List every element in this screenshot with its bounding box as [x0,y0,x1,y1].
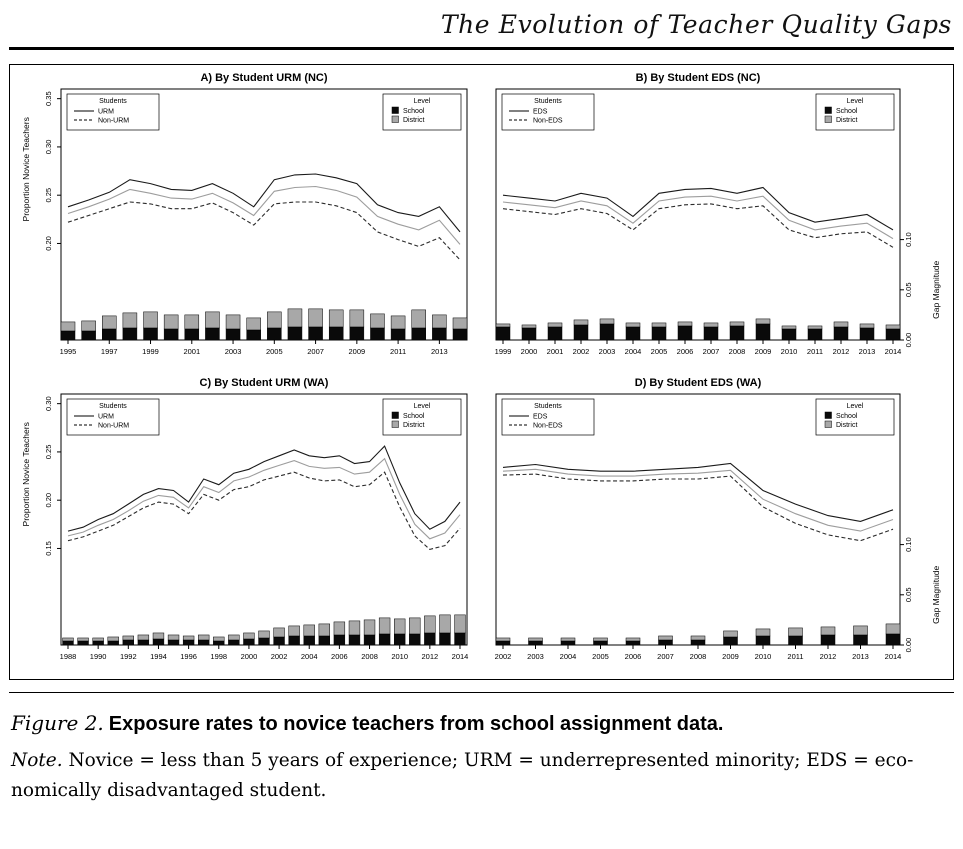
gap-bar-district [288,626,299,636]
x-tick-label: 2014 [884,347,902,356]
figure-box [9,64,954,680]
legend-swatch [392,412,399,419]
gap-bar-district [334,622,345,635]
gap-bar-district [61,322,75,331]
gap-bar-district [81,321,95,331]
x-tick-label: 1992 [119,652,137,661]
x-tick-label: 1999 [141,347,159,356]
gap-bar-district [350,310,364,327]
y-tick-label: 0.25 [43,187,53,203]
figure-title: Exposure rates to novice teachers from school assignment data. [108,713,724,735]
x-tick-label: 2006 [330,652,348,661]
x-tick-label: 2005 [592,652,610,661]
gap-bar-district [678,322,692,326]
gap-bar-school [724,637,738,645]
legend-level-title: Level [413,403,431,410]
x-tick-label: 2010 [754,652,772,661]
gap-bar-district [626,323,640,327]
legend-students-title: Students [534,403,563,410]
gap-bar-school [81,331,95,340]
gap-bar-district [691,636,705,640]
gap-bar-school [439,633,450,645]
legend-students-item: Non-EDS [533,117,563,125]
gap-bar-district [153,633,164,639]
legend-level-title: Level [846,98,864,105]
panel-a [15,69,479,372]
x-tick-label: 1990 [89,652,107,661]
x-tick-label: 2011 [389,347,406,356]
x-tick-label: 2008 [689,652,707,661]
gap-bar-school [288,636,299,645]
legend-swatch [392,107,399,114]
legend-level-title: Level [413,98,431,105]
gap-bar-school [574,325,588,340]
y-axis-label: Proportion Novice Teachers [20,422,31,527]
gap-bar-district [62,638,73,641]
x-tick-label: 2012 [421,652,438,661]
gap-bar-school [77,641,88,645]
x-tick-label: 2013 [852,652,870,661]
legend-students-title: Students [98,98,127,105]
gap-bar-school [92,641,103,645]
x-tick-label: 2005 [265,347,283,356]
gap-bar-school [370,328,384,340]
gap-bar-district [561,638,575,641]
gap-bar-district [886,624,900,634]
x-tick-label: 2011 [807,347,824,356]
panel-d-chart [484,374,948,677]
gap-bar-district [364,620,375,635]
legend-students-title: Students [98,403,127,410]
gap-bar-district [198,635,209,640]
legend-swatch [825,116,832,123]
x-tick-label: 2009 [754,347,772,356]
gap-bar-school [756,324,770,340]
gap-bar-school [226,329,240,340]
x-tick-label: 2001 [183,347,200,356]
gap-bar-school [183,640,194,645]
gap-bar-district [424,616,435,633]
gap-bar-school [205,328,219,340]
x-tick-label: 2004 [559,652,577,661]
figure-caption [11,710,952,737]
x-tick-label: 2008 [360,652,378,661]
gap-bar-school [594,641,608,645]
gap-bar-district [860,324,874,328]
y-tick-label: 0.30 [43,139,53,155]
legend-swatch [825,107,832,114]
gap-bar-district [226,315,240,329]
gap-bar-district [496,324,510,327]
gap-bar-district [808,326,822,329]
right-y-tick-label: 0.10 [904,537,914,552]
gap-bar-school [886,634,900,645]
y-tick-label: 0.20 [43,492,53,508]
x-tick-label: 2002 [494,652,512,661]
x-tick-label: 2014 [884,652,902,661]
gap-bar-district [496,638,510,641]
gap-bar-district [659,636,673,640]
gap-bar-school [258,638,269,645]
legend-level-item: School [836,108,858,115]
gap-bar-district [273,628,284,637]
x-tick-label: 2009 [722,652,740,661]
gap-bar-school [411,328,425,340]
x-tick-label: 1994 [149,652,167,661]
gap-bar-school [108,641,119,645]
gap-bar-district [453,318,467,329]
gap-bar-school [273,637,284,645]
gap-bar-district [704,323,718,327]
gap-bar-district [522,325,536,328]
gap-bar-school [691,640,705,645]
gap-bar-school [168,640,179,645]
gap-bar-district [594,638,608,641]
gap-bar-school [379,634,390,645]
y-tick-label: 0.15 [43,541,53,556]
gap-bar-school [496,641,510,645]
gap-bar-school [860,328,874,340]
legend-students-item: Non-URM [97,117,129,125]
y-tick-label: 0.30 [43,396,53,411]
right-y-tick-label: 0.05 [904,282,914,298]
legend-swatch [392,421,399,428]
gap-bar-district [730,322,744,326]
x-tick-label: 2007 [702,347,720,356]
note-text-line1: Novice = less than 5 years of experience; URM = underrepresented minority; EDS = eco- [62,750,914,771]
gap-bar-school [886,329,900,340]
gap-bar-district [439,615,450,633]
gap-bar-district [183,636,194,640]
gap-bar-district [205,312,219,328]
right-y-axis-label: Gap Magnitude [931,260,942,319]
gap-bar-school [394,634,405,645]
gap-bar-school [61,331,75,340]
gap-bar-district [185,315,199,329]
gap-bar-district [258,631,269,638]
legend-students-item: URM [97,108,114,116]
gap-bar-district [304,625,315,636]
gap-bar-school [123,640,134,645]
gap-bar-school [561,641,575,645]
gap-bar-district [724,631,738,637]
gap-bar-district [454,615,465,633]
y-tick-label: 0.20 [43,236,53,251]
gap-bar-school [789,636,803,645]
x-tick-label: 2007 [306,347,324,356]
gap-bar-school [228,640,239,645]
gap-bar-district [379,618,390,634]
gap-bar-school [102,329,116,340]
legend-students-item: Non-URM [97,422,129,430]
gap-bar-district [529,638,543,641]
gap-bar-district [102,316,116,329]
x-tick-label: 2001 [546,347,564,356]
x-tick-label: 2013 [858,347,876,356]
gap-bar-school [304,636,315,645]
gap-bar-school [756,636,770,645]
x-tick-label: 2012 [819,652,837,661]
gap-bar-district [308,309,322,327]
gap-bar-school [659,640,673,645]
x-tick-label: 2013 [430,347,448,356]
gap-bar-school [364,635,375,645]
gap-bar-school [319,636,330,645]
panel-title: A) By Student URM (NC) [200,72,328,84]
x-tick-label: 1988 [59,652,77,661]
panel-title: D) By Student EDS (WA) [635,377,762,389]
panel-a-chart [15,69,479,372]
right-y-tick-label: 0.05 [904,587,914,603]
gap-bar-school [854,635,868,645]
gap-bar-district [168,635,179,640]
gap-bar-school [600,324,614,340]
gap-bar-school [424,633,435,645]
gap-bar-school [349,635,360,645]
x-tick-label: 2002 [572,347,590,356]
legend-level-item: School [402,108,425,115]
gap-bar-school [123,328,137,340]
gap-bar-district [213,637,224,641]
gap-bar-school [308,327,322,340]
gap-bar-district [391,316,405,329]
gap-bar-school [329,327,343,340]
gap-bar-district [329,310,343,327]
gap-bar-district [834,322,848,327]
gap-bar-school [529,641,543,645]
figure-label: Figure 2. [11,711,104,735]
right-y-axis-label: Gap Magnitude [931,565,942,624]
legend-students-item: Non-EDS [533,422,563,430]
legend-students-title: Students [534,98,563,105]
gap-bar-school [288,327,302,340]
x-tick-label: 2003 [527,652,545,661]
legend-level-item: District [836,117,858,124]
gap-bar-school [522,328,536,340]
gap-bar-district [756,319,770,324]
panel-d [484,374,948,677]
gap-bar-district [246,318,260,330]
x-tick-label: 2003 [224,347,242,356]
y-tick-label: 0.25 [43,444,53,460]
gap-bar-school [138,640,149,645]
right-y-tick-label: 0.00 [904,637,914,653]
gap-bar-district [432,315,446,328]
legend-level-item: School [402,413,425,420]
gap-bar-district [574,320,588,325]
gap-bar-school [626,641,640,645]
legend-level-item: District [836,422,858,429]
panel-c [15,374,479,677]
gap-bar-district [349,621,360,635]
legend-swatch [825,412,832,419]
right-y-tick-label: 0.10 [904,232,914,247]
legend-students-item: EDS [533,413,548,421]
x-tick-label: 1995 [59,347,77,356]
gap-bar-district [138,635,149,640]
x-tick-label: 2006 [676,347,694,356]
legend-swatch [392,116,399,123]
x-tick-label: 2012 [832,347,850,356]
y-axis-label: Proportion Novice Teachers [20,117,31,222]
x-tick-label: 2010 [391,652,408,661]
x-tick-label: 2014 [451,652,469,661]
legend-level-title: Level [846,403,864,410]
panel-title: B) By Student EDS (NC) [635,72,761,84]
x-tick-label: 2008 [728,347,746,356]
x-tick-label: 1997 [100,347,118,356]
gap-bar-district [164,315,178,329]
panel-c-chart [15,374,479,677]
gap-bar-district [600,319,614,324]
gap-bar-school [704,327,718,340]
gap-bar-school [143,328,157,340]
x-tick-label: 2009 [348,347,365,356]
gap-bar-school [432,328,446,340]
gap-bar-district [319,624,330,636]
gap-bar-district [626,638,640,641]
gap-bar-district [394,619,405,634]
figure-note [11,746,952,805]
note-text-line2: nomically disadvantaged student. [11,779,327,801]
panel-b [484,69,948,372]
gap-bar-school [652,327,666,340]
x-tick-label: 1999 [494,347,512,356]
gap-bar-school [350,327,364,340]
gap-bar-school [678,326,692,340]
y-tick-label: 0.35 [43,91,53,106]
gap-bar-district [548,323,562,327]
gap-bar-school [782,329,796,340]
gap-bar-school [808,329,822,340]
gap-bar-district [267,312,281,328]
gap-bar-district [789,628,803,636]
gap-bar-district [886,325,900,329]
panel-b-chart [484,69,948,372]
legend-swatch [825,421,832,428]
gap-bar-district [370,314,384,328]
gap-bar-school [391,329,405,340]
gap-bar-district [821,627,835,635]
gap-bar-district [123,313,137,328]
x-tick-label: 1996 [180,652,197,661]
x-tick-label: 2007 [657,652,675,661]
gap-bar-school [62,641,73,645]
x-tick-label: 2011 [787,652,804,661]
gap-bar-district [243,633,254,639]
gap-bar-school [334,635,345,645]
gap-bar-district [77,638,88,641]
gap-bar-school [730,326,744,340]
gap-bar-district [652,323,666,327]
gap-bar-district [411,310,425,328]
gap-bar-school [243,639,254,645]
gap-bar-district [756,629,770,636]
gap-bar-school [246,330,260,340]
panel-title: C) By Student URM (WA) [199,377,329,389]
x-tick-label: 2005 [650,347,668,356]
legend-students-item: URM [97,413,114,421]
caption-rule [9,692,954,693]
x-tick-label: 2000 [520,347,538,356]
gap-bar-school [453,329,467,340]
gap-bar-school [548,327,562,340]
gap-bar-school [164,329,178,340]
x-tick-label: 2010 [780,347,798,356]
gap-bar-district [854,626,868,635]
header-rule [9,47,954,50]
x-tick-label: 2003 [598,347,616,356]
gap-bar-school [834,327,848,340]
gap-bar-district [108,637,119,641]
x-tick-label: 2004 [624,347,642,356]
gap-bar-school [213,641,224,645]
gap-bar-school [454,633,465,645]
gap-bar-school [626,327,640,340]
x-tick-label: 2006 [624,652,642,661]
gap-bar-district [92,638,103,641]
x-tick-label: 2004 [300,652,318,661]
note-label: Note. [11,750,63,771]
gap-bar-district [228,635,239,640]
x-tick-label: 2002 [270,652,288,661]
gap-bar-school [821,635,835,645]
legend-students-item: EDS [533,108,548,116]
gap-bar-district [123,636,134,640]
right-y-tick-label: 0.00 [904,332,914,348]
gap-bar-school [185,329,199,340]
legend-level-item: School [836,413,858,420]
gap-bar-district [409,618,420,634]
legend-level-item: District [402,422,425,429]
gap-bar-school [496,327,510,340]
gap-bar-school [267,328,281,340]
x-tick-label: 2000 [240,652,258,661]
gap-bar-district [143,312,157,328]
gap-bar-school [198,640,209,645]
gap-bar-school [409,634,420,645]
gap-bar-district [782,326,796,329]
x-tick-label: 1998 [210,652,227,661]
legend-level-item: District [402,117,425,124]
gap-bar-district [288,309,302,327]
running-head: The Evolution of Teacher Quality Gaps [440,10,952,39]
gap-bar-school [153,639,164,645]
